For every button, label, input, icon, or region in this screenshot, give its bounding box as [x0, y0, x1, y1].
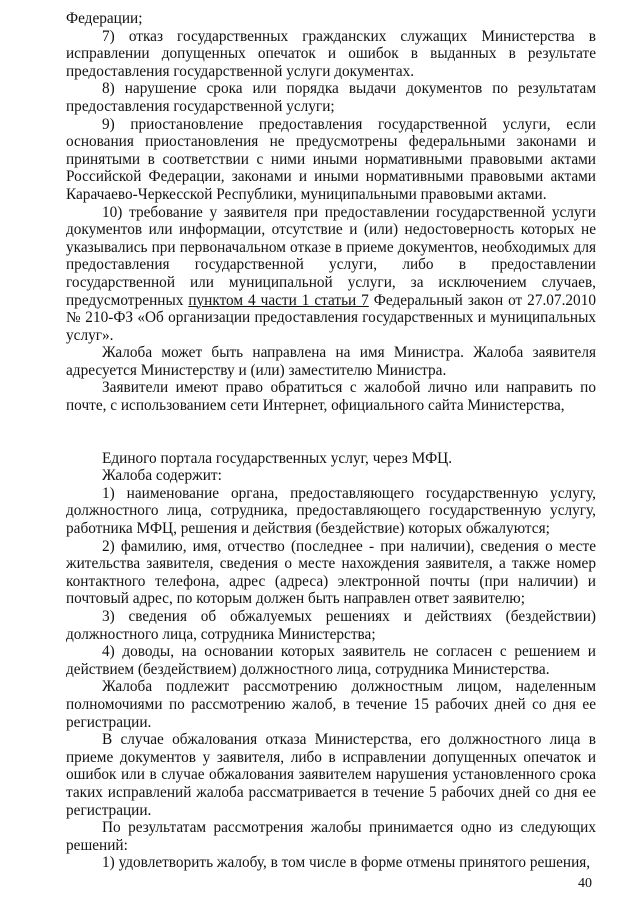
- paragraph-decision-1: 1) удовлетворить жалобу, в том числе в форме отмены принятого решения,: [102, 854, 591, 872]
- paragraph-item-8: 8) нарушение срока или порядка выдачи документов по результатам предоставления государственной услуги;: [66, 80, 596, 115]
- blank-gap: [66, 415, 596, 450]
- paragraph-complaint-channels: Заявители имеют право обратиться с жалобой лично или направить по почте, с использованием сети Интернет, официального сайта Министерства,: [66, 379, 596, 415]
- paragraph-review-term: Жалоба подлежит рассмотрению должностным лицом, наделенным полномочиями по рассмотрению жалоб, в течение 15 рабочих дней со дня ее регистрации.: [66, 678, 596, 731]
- paragraph-complaint-contains: Жалоба содержит:: [102, 467, 222, 485]
- paragraph-decisions-intro: По результатам рассмотрения жалобы принимается одно из следующих решений:: [66, 819, 596, 854]
- paragraph-contents-1: 1) наименование органа, предоставляющего государственную услугу, должностного лица, сотрудника, предоставляющего государственную услугу, работника МФЦ, решения и действия (бездействие) которых обжалуются;: [66, 484, 596, 538]
- paragraph-complaint-addressee: Жалоба может быть направлена на имя Министра. Жалоба заявителя адресуется Министерству и (или) заместителю Министра.: [66, 344, 596, 379]
- paragraph-portal-mfc: Единого портала государственных услуг, через МФЦ.: [102, 449, 453, 467]
- paragraph-item-7: 7) отказ государственных гражданских служащих Министерства в исправлении допущенных опечаток и ошибок в выданных в результате предоставления государственной услуги документах.: [66, 27, 596, 80]
- paragraph-contents-3: 3) сведения об обжалуемых решениях и действиях (бездействии) должностного лица, сотрудника Министерства;: [66, 608, 596, 643]
- paragraph-contents-2: 2) фамилию, имя, отчество (последнее - при наличии), сведения о месте жительства заявителя, сведения о месте нахождения заявителя, а также номер контактного телефона, адрес (адреса) электронной почты (при наличии) и почтовый адрес, по которым должен быть направлен ответ заявителю;: [66, 537, 596, 608]
- paragraph-refusal-review: В случае обжалования отказа Министерства, его должностного лица в приеме документов у заявителя, либо в исправлении допущенных опечаток и ошибок или в случае обжалования заявителем нарушения установленного срока таких исправлений жалоба рассматривается в течение 5 рабочих дней со дня ее регистрации.: [66, 731, 596, 819]
- law-reference-link[interactable]: пунктом 4 части 1 статьи 7: [188, 291, 369, 309]
- document-page: [66, 10, 596, 872]
- paragraph-contents-4: 4) доводы, на основании которых заявитель не согласен с решением и действием (бездействием) должностного лица, сотрудника Министерства.: [66, 643, 596, 678]
- item-10-text-end: Федеральный закон от 27.07.2010 № 210-ФЗ «Об организации предоставления государственных и муниципальных услуг».: [66, 291, 597, 344]
- paragraph-federation-end: Федерации;: [66, 10, 143, 27]
- paragraph-item-10: [66, 204, 596, 345]
- item-10-text-start: 10) требование у заявителя при предоставлении государственной услуги документов или информации, отсутствие и (или) недостоверность которых не указывались при первоначальном отказе в приеме документов, необходимых для предоставления государственной услуги, либо в предоставлении государственной или муниципальной услуги, за исключением случаев, предусмотренных: [66, 203, 596, 309]
- paragraph-item-9: 9) приостановление предоставления государственной услуги, если основания приостановления не предусмотрены федеральными законами и принятыми в соответствии с ними иными нормативными правовыми актами Российской Федерации, законами и иными нормативными правовыми актами Карачаево-Черкесской Республики, муниципальными правовыми актами.: [66, 115, 596, 203]
- page-number: 40: [578, 876, 592, 891]
